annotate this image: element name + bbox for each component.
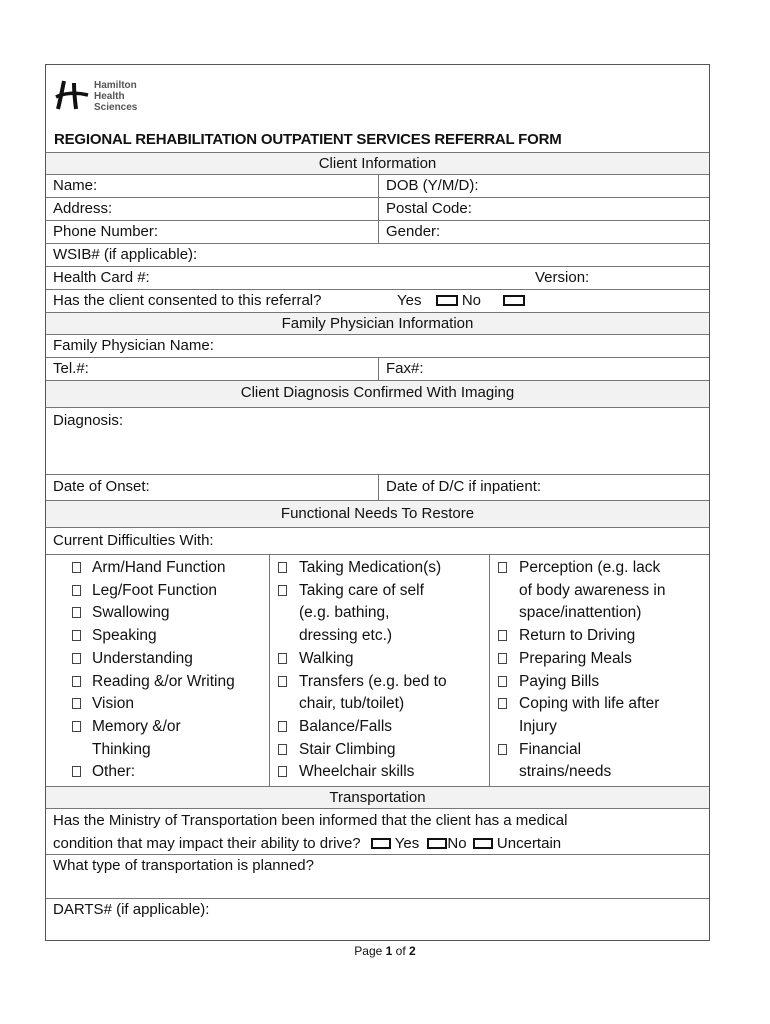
difficulty-checkbox[interactable] — [72, 721, 81, 732]
difficulty-checkbox[interactable] — [72, 766, 81, 777]
difficulty-checkbox[interactable] — [278, 766, 287, 777]
difficulty-checkbox[interactable] — [72, 585, 81, 596]
difficulty-checkbox[interactable] — [72, 653, 81, 664]
logo-text: Hamilton Health Sciences — [94, 80, 138, 113]
client-info-header: Client Information — [46, 152, 709, 174]
difficulty-label: Walking — [299, 649, 354, 667]
difficulty-label: Understanding — [92, 649, 193, 667]
tel-field[interactable]: Tel.#: — [53, 360, 89, 377]
difficulty-item[interactable] — [270, 739, 489, 762]
difficulty-label: Preparing Meals — [519, 649, 632, 667]
dob-field[interactable]: DOB (Y/M/D): — [378, 175, 709, 197]
difficulty-label: Reading &/or Writing — [92, 672, 235, 690]
difficulty-checkbox[interactable] — [278, 721, 287, 732]
current-difficulties-row — [46, 527, 709, 554]
difficulty-item[interactable] — [270, 557, 489, 580]
difficulty-item[interactable] — [490, 648, 709, 671]
difficulty-label: Vision — [92, 695, 134, 713]
consent-question: Has the client consented to this referral? — [53, 292, 322, 309]
difficulty-checkbox[interactable] — [498, 562, 507, 573]
difficulty-checkbox[interactable] — [72, 607, 81, 618]
difficulty-checkbox[interactable] — [498, 653, 507, 664]
page-number: Page 1 of 2 — [354, 944, 416, 958]
difficulty-item[interactable] — [490, 693, 709, 716]
difficulty-checkbox[interactable] — [278, 653, 287, 664]
mto-question — [46, 809, 709, 854]
difficulty-item — [46, 739, 269, 762]
difficulty-label: Injury — [519, 717, 557, 735]
difficulty-label: Balance/Falls — [299, 717, 393, 735]
difficulty-label: Swallowing — [92, 604, 170, 622]
difficulty-label: Coping with life after — [519, 695, 660, 713]
difficulty-label: Speaking — [92, 627, 157, 645]
difficulty-checkbox[interactable] — [498, 744, 507, 755]
physician-name-row — [46, 334, 709, 357]
difficulty-label: Thinking — [92, 740, 151, 758]
difficulty-item[interactable] — [46, 625, 269, 648]
difficulty-item[interactable] — [270, 648, 489, 671]
difficulty-checkbox[interactable] — [278, 744, 287, 755]
difficulty-item — [490, 761, 709, 784]
difficulty-label: (e.g. bathing, — [299, 604, 390, 622]
difficulty-item[interactable] — [490, 739, 709, 762]
difficulties-column-1 — [46, 555, 269, 786]
difficulty-item[interactable] — [270, 761, 489, 784]
darts-row — [46, 898, 709, 940]
difficulty-label: of body awareness in — [519, 581, 666, 599]
difficulty-checkbox[interactable] — [498, 630, 507, 641]
difficulty-label: Paying Bills — [519, 672, 600, 690]
difficulty-label: Wheelchair skills — [299, 763, 415, 781]
difficulty-item — [270, 625, 489, 648]
logo-mark-icon — [54, 77, 90, 113]
difficulty-item[interactable] — [46, 557, 269, 580]
difficulty-label: Stair Climbing — [299, 740, 396, 758]
mto-question-line2: condition that may impact their ability to drive? Yes No Uncertain — [53, 835, 562, 852]
dc-field[interactable]: Date of D/C if inpatient: — [378, 475, 709, 500]
functional-header: Functional Needs To Restore — [46, 500, 709, 527]
difficulties-column-3 — [489, 555, 709, 786]
wsib-row — [46, 243, 709, 266]
difficulty-label: Taking Medication(s) — [299, 559, 442, 576]
difficulty-checkbox[interactable] — [72, 698, 81, 709]
mto-question-line1: Has the Ministry of Transportation been informed that the client has a medical — [53, 812, 568, 829]
difficulty-item — [490, 716, 709, 739]
mto-yes-checkbox[interactable] — [371, 838, 391, 849]
physician-header: Family Physician Information — [46, 312, 709, 334]
onset-row — [46, 474, 709, 500]
form-title: REGIONAL REHABILITATION OUTPATIENT SERVICES REFERRAL FORM — [54, 131, 562, 148]
postal-code-field[interactable]: Postal Code: — [378, 198, 709, 220]
difficulties-column-2 — [269, 555, 489, 786]
difficulty-item[interactable] — [270, 580, 489, 603]
difficulty-label: Perception (e.g. lack — [519, 559, 661, 576]
mto-uncertain-checkbox[interactable] — [473, 838, 493, 849]
difficulty-label: Taking care of self — [299, 581, 424, 599]
mto-yes-label: Yes — [394, 835, 420, 852]
mto-row — [46, 808, 709, 854]
difficulty-item — [490, 580, 709, 603]
address-row — [46, 197, 709, 220]
difficulty-checkbox[interactable] — [498, 698, 507, 709]
difficulty-label: strains/needs — [519, 763, 612, 781]
consent-no-label: No — [461, 292, 482, 309]
fax-field[interactable]: Fax#: — [378, 358, 709, 380]
diagnosis-row — [46, 407, 709, 474]
difficulty-item[interactable] — [270, 716, 489, 739]
difficulty-item[interactable] — [46, 716, 269, 739]
difficulty-item[interactable] — [46, 693, 269, 716]
transport-header: Transportation — [46, 786, 709, 808]
address-field[interactable]: Address: — [53, 200, 113, 217]
darts-field[interactable]: DARTS# (if applicable): — [53, 901, 210, 918]
mto-uncertain-label: Uncertain — [496, 835, 562, 852]
difficulty-item[interactable] — [46, 761, 269, 784]
difficulty-label: Financial — [519, 740, 582, 758]
health-card-field[interactable]: Health Card #: — [53, 269, 150, 286]
wsib-field[interactable]: WSIB# (if applicable): — [53, 246, 198, 263]
name-field[interactable]: Name: — [53, 177, 98, 194]
physician-name-field[interactable]: Family Physician Name: — [53, 337, 214, 354]
difficulty-item[interactable] — [490, 625, 709, 648]
difficulty-checkbox[interactable] — [72, 630, 81, 641]
difficulty-checkbox[interactable] — [72, 562, 81, 573]
difficulty-item[interactable] — [490, 557, 709, 580]
name-row — [46, 174, 709, 197]
onset-field[interactable]: Date of Onset: — [53, 478, 150, 495]
difficulty-label: space/inattention) — [519, 604, 642, 622]
transport-type-field[interactable]: What type of transportation is planned? — [53, 857, 314, 874]
health-card-row — [46, 266, 709, 289]
difficulty-item[interactable] — [46, 648, 269, 671]
mto-no-checkbox[interactable] — [427, 838, 447, 849]
difficulty-checkbox[interactable] — [278, 562, 287, 573]
difficulty-label: Other: — [92, 763, 136, 781]
transport-type-row — [46, 854, 709, 898]
consent-options — [390, 290, 577, 312]
current-difficulties-label: Current Difficulties With: — [53, 532, 214, 549]
consent-no-checkbox[interactable] — [503, 295, 525, 306]
hamilton-health-sciences-logo — [54, 77, 164, 117]
difficulty-checkbox[interactable] — [278, 585, 287, 596]
difficulty-item[interactable] — [46, 580, 269, 603]
difficulty-label: Return to Driving — [519, 627, 636, 645]
version-field[interactable]: Version: — [535, 269, 590, 286]
difficulty-item[interactable] — [490, 671, 709, 694]
difficulties-grid — [46, 554, 709, 786]
difficulty-checkbox[interactable] — [278, 676, 287, 687]
phone-row — [46, 220, 709, 243]
difficulty-label: dressing etc.) — [299, 627, 393, 645]
difficulty-item — [270, 602, 489, 625]
difficulty-label: Memory &/or — [92, 717, 181, 735]
difficulty-label: Transfers (e.g. bed to — [299, 672, 447, 690]
difficulty-item[interactable] — [270, 671, 489, 694]
diagnosis-header: Client Diagnosis Confirmed With Imaging — [46, 380, 709, 407]
difficulty-item — [490, 602, 709, 625]
diagnosis-field[interactable]: Diagnosis: — [53, 412, 124, 429]
consent-row — [46, 289, 709, 312]
difficulty-item — [270, 693, 489, 716]
difficulty-item[interactable] — [46, 671, 269, 694]
difficulty-checkbox[interactable] — [72, 676, 81, 687]
gender-field[interactable]: Gender: — [378, 221, 709, 243]
difficulty-label: chair, tub/toilet) — [299, 695, 405, 713]
difficulty-item[interactable] — [46, 602, 269, 625]
consent-yes-checkbox[interactable] — [436, 295, 458, 306]
consent-yes-label: Yes — [397, 292, 422, 309]
referral-form — [45, 64, 710, 941]
difficulty-label: Arm/Hand Function — [92, 559, 226, 576]
mto-no-label: No — [447, 835, 467, 852]
physician-contact-row — [46, 357, 709, 380]
phone-field[interactable]: Phone Number: — [53, 223, 159, 240]
difficulty-label: Leg/Foot Function — [92, 581, 217, 599]
difficulty-checkbox[interactable] — [498, 676, 507, 687]
